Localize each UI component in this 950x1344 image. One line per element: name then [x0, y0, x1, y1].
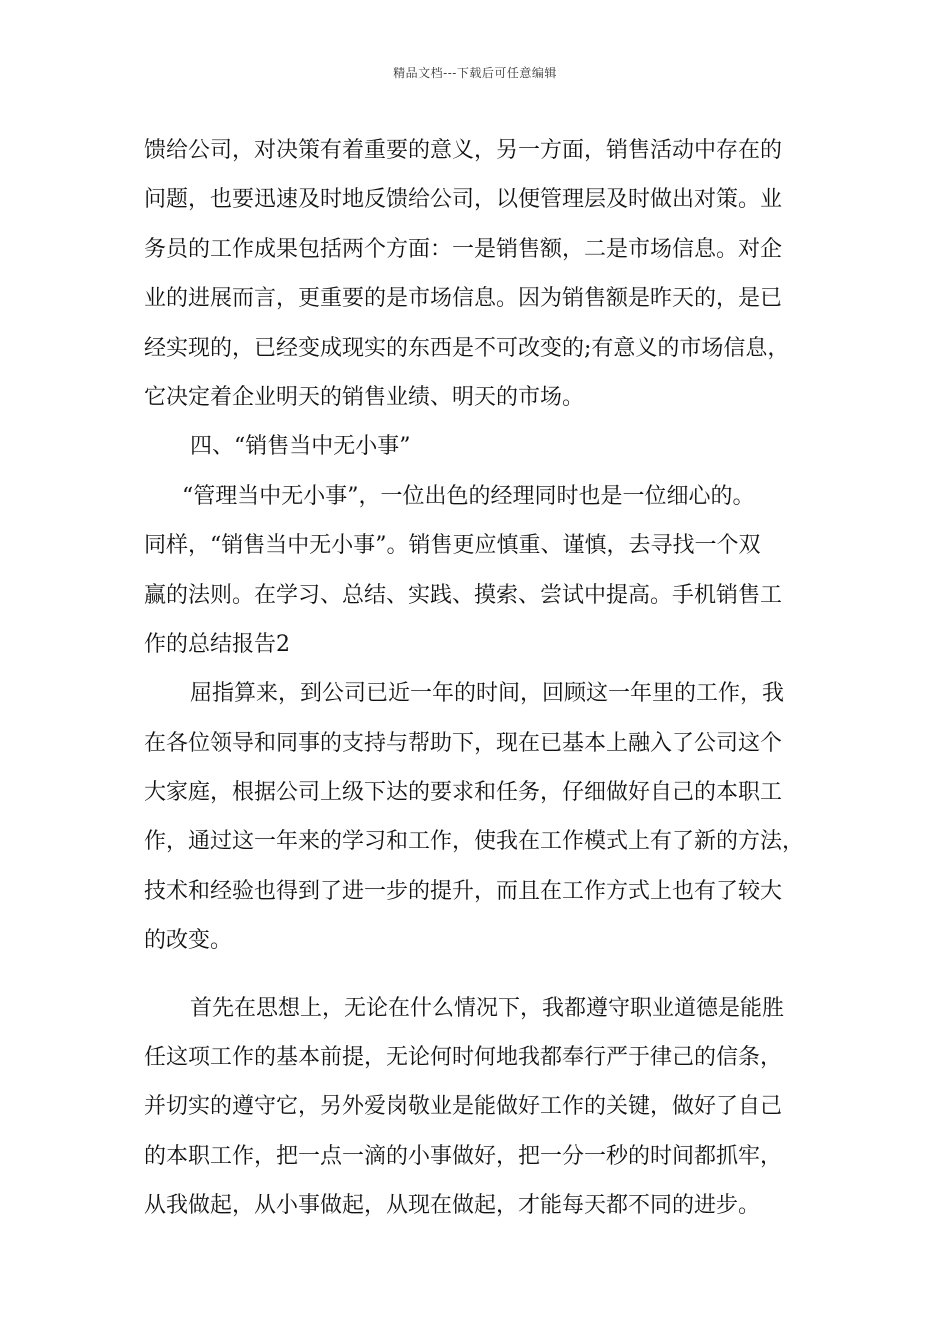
text-line: 作的总结报告2	[144, 631, 290, 657]
text-line: 问题，也要迅速及时地反馈给公司，以便管理层及时做出对策。业	[144, 187, 783, 213]
text-line: 经实现的，已经变成现实的东西是不可改变的;有意义的市场信息，	[144, 335, 790, 361]
text-line: 从我做起，从小事做起，从现在做起，才能每天都不同的进步。	[144, 1193, 761, 1219]
text-line: 馈给公司，对决策有着重要的意义，另一方面，销售活动中存在的	[144, 138, 783, 163]
text-line: 业的进展而言，更重要的是市场信息。因为销售额是昨天的，是已	[144, 286, 783, 312]
text-line: 的本职工作，把一点一滴的小事做好，把一分一秒的时间都抓牢，	[144, 1143, 783, 1169]
text-line: 同样，“销售当中无小事”。销售更应慎重、谨慎，去寻找一个双	[144, 533, 761, 559]
text-line: 作，通过这一年来的学习和工作，使我在工作模式上有了新的方法，	[144, 829, 805, 855]
text-line: 并切实的遵守它，另外爱岗敬业是能做好工作的关键，做好了自己	[144, 1094, 783, 1120]
section-heading: 四、“销售当中无小事”	[190, 434, 411, 460]
text-line: 在各位领导和同事的支持与帮助下，现在已基本上融入了公司这个	[144, 730, 783, 756]
text-line: 屈指算来，到公司已近一年的时间，回顾这一年里的工作，我	[190, 681, 785, 707]
text-line: 首先在思想上，无论在什么情况下，我都遵守职业道德是能胜	[190, 995, 785, 1021]
text-line: 技术和经验也得到了进一步的提升，而且在工作方式上也有了较大	[144, 878, 783, 904]
document-body	[144, 126, 816, 1231]
text-line: “管理当中无小事”，一位出色的经理同时也是一位细心的。	[182, 483, 755, 509]
text-line: 赢的法则。在学习、总结、实践、摸索、尝试中提高。手机销售工	[144, 582, 783, 608]
text-line: 务员的工作成果包括两个方面：一是销售额，二是市场信息。对企	[144, 236, 783, 262]
page-header: 精品文档---下载后可任意编辑	[393, 66, 557, 80]
text-line: 大家庭，根据公司上级下达的要求和任务，仔细做好自己的本职工	[144, 780, 783, 806]
text-line: 任这项工作的基本前提，无论何时何地我都奉行严于律己的信条，	[144, 1045, 783, 1071]
text-line: 的改变。	[144, 928, 233, 954]
text-line: 它决定着企业明天的销售业绩、明天的市场。	[144, 384, 585, 410]
